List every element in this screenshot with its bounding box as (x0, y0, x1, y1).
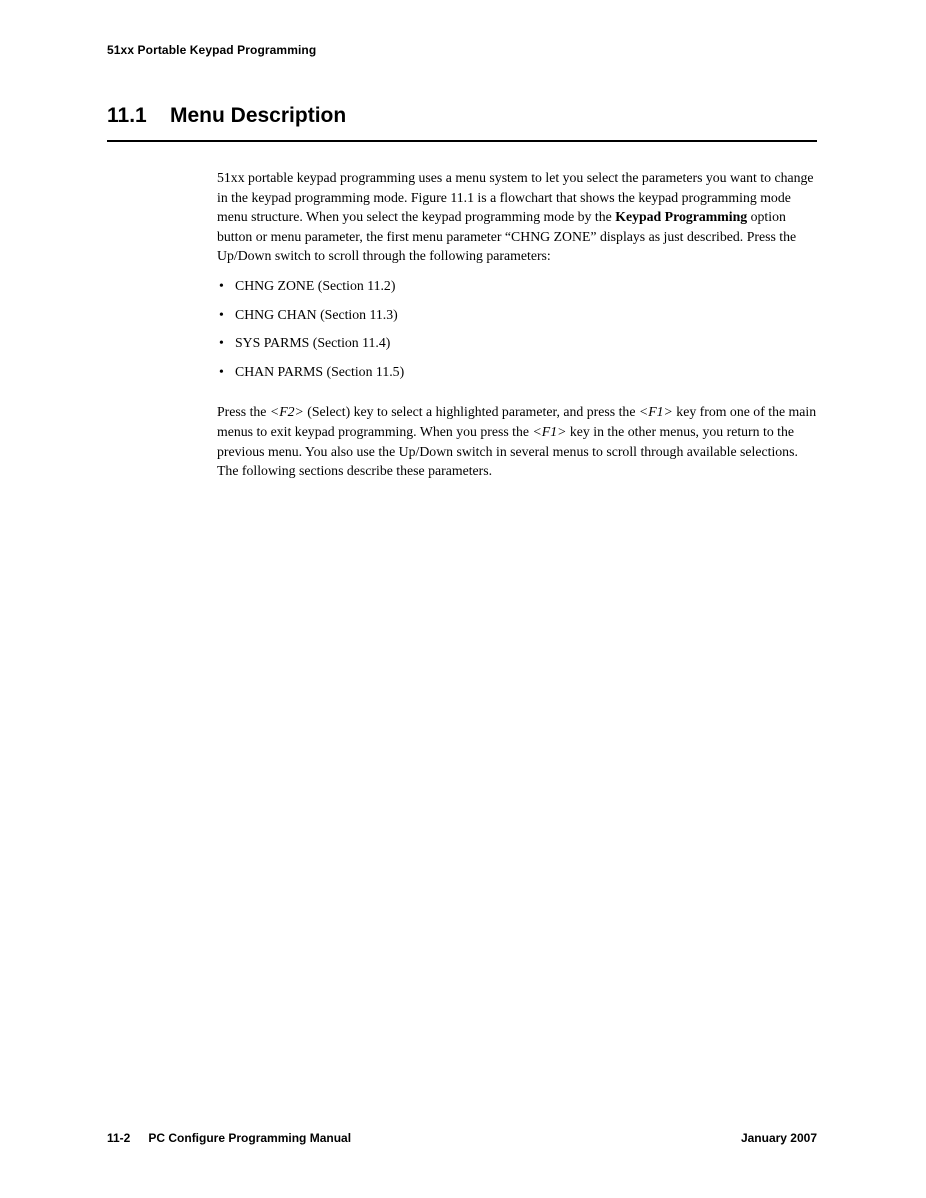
bullet-item-chan-parms: CHAN PARMS (Section 11.5) (235, 363, 405, 379)
keypad-programming-bold-term: Keypad Programming (615, 209, 748, 225)
manual-title: PC Configure Programming Manual (148, 1131, 352, 1145)
paragraph-keys-text-3: key from one of the main menus to exit keypad programming. When you press the (217, 404, 817, 439)
paragraph-keys-text-1: Press the (217, 404, 270, 420)
bullet-item-chng-chan: CHNG CHAN (Section 11.3) (235, 306, 398, 322)
f1-key-term: <F1> (532, 423, 567, 439)
section-number: 11.1 (107, 104, 147, 127)
footer-date: January 2007 (740, 1131, 817, 1145)
paragraph-keys-text-2: (Select) key to select a highlighted parameter, and press the (303, 404, 639, 420)
paragraph-keys-text-4: key in the other menus, you return to the previous menu. You also use the Up/Down switch in several menus to scroll through available selections. The following sections describe these parameters. (217, 423, 798, 479)
parameter-bullet-list (219, 276, 817, 381)
page-footer (107, 1131, 817, 1145)
f1-key-term: <F1> (638, 404, 673, 420)
running-header: 51xx Portable Keypad Programming (107, 43, 317, 57)
page-number: 11-2 (107, 1131, 131, 1145)
section-title: Menu Description (170, 104, 347, 127)
list-item (219, 362, 817, 382)
bullet-icon: • (219, 363, 224, 379)
section-heading (107, 104, 346, 128)
bullet-icon: • (219, 277, 224, 293)
heading-rule (107, 140, 817, 142)
list-item (219, 333, 817, 353)
bullet-icon: • (219, 335, 224, 351)
body-content (217, 168, 817, 481)
bullet-item-chng-zone: CHNG ZONE (Section 11.2) (235, 277, 396, 293)
paragraph-intro-text-1: 51xx portable keypad programming uses a menu system to let you select the parameters you want to change in the keypad programming mode. Figure 11.1 is a flowchart that shows the keypad programming mode menu structure. When you select the keypad programming mode by the (217, 170, 814, 225)
list-item (219, 276, 817, 296)
paragraph-keys (217, 402, 817, 480)
paragraph-intro (217, 168, 817, 266)
bullet-item-sys-parms: SYS PARMS (Section 11.4) (235, 335, 391, 351)
paragraph-intro-text-2: option button or menu parameter, the first menu parameter “CHNG ZONE” displays as just described. Press the Up/Down switch to scroll through the following parameters: (217, 209, 797, 264)
bullet-icon: • (219, 306, 224, 322)
footer-left (107, 1131, 351, 1145)
f2-key-term: <F2> (269, 404, 304, 420)
list-item (219, 305, 817, 325)
